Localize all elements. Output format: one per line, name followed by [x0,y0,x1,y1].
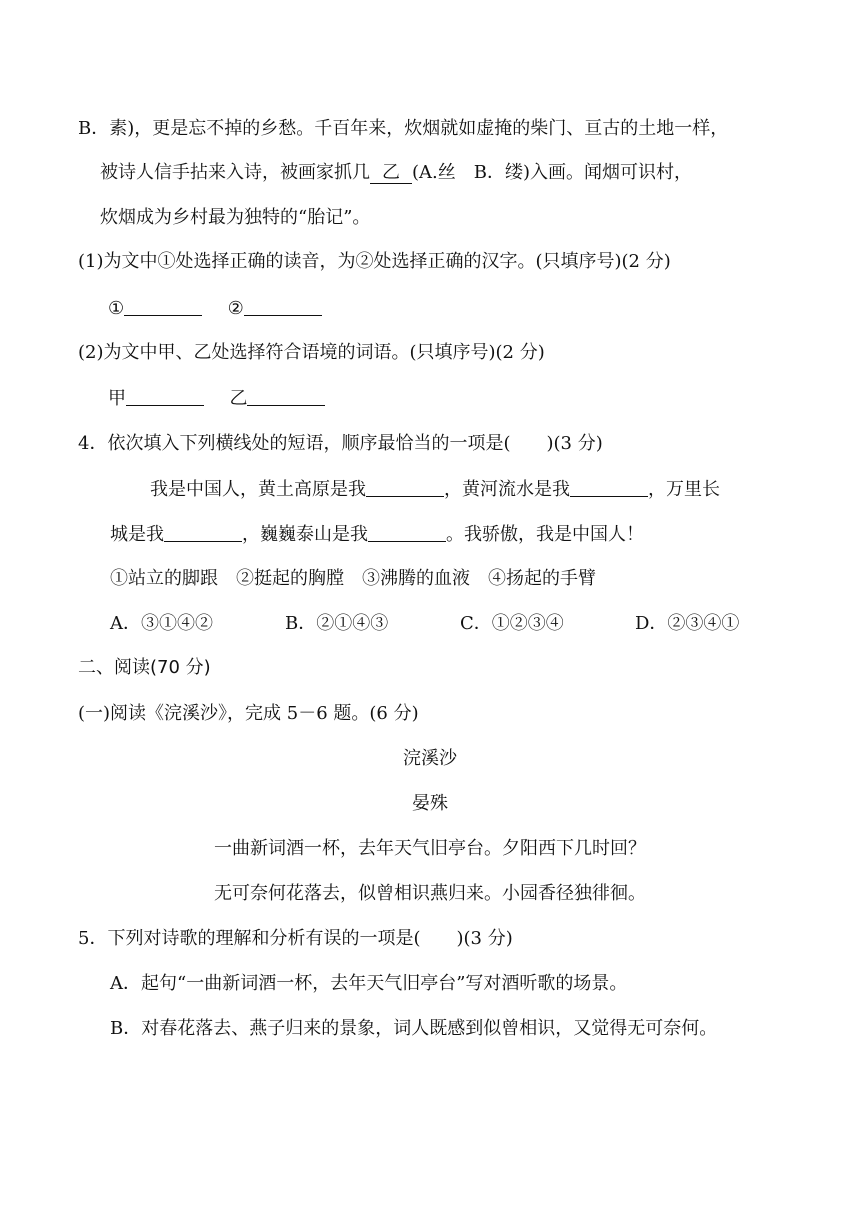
answer-blank-yi: 乙 [370,163,412,184]
question-4-option-d[interactable]: D．②③④① [635,613,740,634]
passage-line-2-after: (A.丝 B．缕)入画。闻烟可识村， [412,162,692,183]
answer-blank-jia[interactable] [126,387,204,406]
question-3-1-prompt: (1)为文中①处选择正确的读音，为②处选择正确的汉字。(只填序号)(2 分) [78,251,671,272]
question-4-option-a[interactable]: A．③①④② [110,613,213,634]
question-4-blank-4[interactable] [368,523,446,542]
poem-title: 浣溪沙 [403,748,457,769]
blank-label-jia: 甲 [108,388,126,409]
blank-label-2: ② [227,298,244,319]
poem-line-2: 无可奈何花落去，似曾相识燕归来。小园香径独徘徊。 [214,883,646,904]
blank-label-1: ① [108,298,125,319]
passage-line-1: B．素)，更是忘不掉的乡愁。千百年来，炊烟就如虚掩的柴门、亘古的土地一样， [78,118,729,139]
answer-blank-2[interactable] [244,297,322,316]
blank-label-yi: 乙 [229,388,248,409]
question-5-prompt: 5．下列对诗歌的理解和分析有误的一项是( )(3 分) [78,928,513,949]
passage-line-2 [100,162,692,184]
answer-blank-1[interactable] [124,297,202,316]
poem-line-1: 一曲新词酒一杯，去年天气旧亭台。夕阳西下几时回？ [214,838,646,859]
question-4-option-b[interactable]: B．②①④③ [285,613,389,634]
section-2-title: 二、阅读(70 分) [78,657,211,678]
passage-line-3: 炊烟成为乡村最为独特的“胎记”。 [100,207,371,228]
question-4-option-c[interactable]: C．①②③④ [460,613,564,634]
answer-blank-yi-2[interactable] [247,387,325,406]
question-4-blank-1[interactable] [366,478,444,497]
passage-line-2-before: 被诗人信手拈来入诗，被画家抓几 [100,162,370,183]
poem-author: 晏殊 [412,793,448,814]
question-4-text-b3: 。我骄傲，我是中国人！ [446,524,644,545]
section-2-subtitle: (一)阅读《浣溪沙》，完成 5－6 题。(6 分) [78,703,419,724]
question-4-blank-3[interactable] [164,523,242,542]
question-3-2-blanks [108,387,325,410]
question-5-option-a[interactable]: A．起句“一曲新词酒一杯，去年天气旧亭台”写对酒听歌的场景。 [110,973,628,994]
question-4-text-a3: ，万里长 [648,479,720,500]
question-4-text-b2: ，巍巍泰山是我 [242,524,368,545]
question-3-2-prompt: (2)为文中甲、乙处选择符合语境的词语。(只填序号)(2 分) [78,342,545,363]
question-4-text-line-2 [110,523,644,546]
question-4-blank-2[interactable] [570,478,648,497]
question-4-phrases: ①站立的脚跟 ②挺起的胸膛 ③沸腾的血液 ④扬起的手臂 [110,568,596,589]
question-4-text-b1: 城是我 [110,524,164,545]
question-5-option-b[interactable]: B．对春花落去、燕子归来的景象，词人既感到似曾相识，又觉得无可奈何。 [110,1018,718,1039]
question-4-text-a2: ，黄河流水是我 [444,479,570,500]
question-4-text-line-1 [150,478,720,501]
question-3-1-blanks [108,297,322,320]
question-4-prompt: 4．依次填入下列横线处的短语，顺序最恰当的一项是( )(3 分) [78,433,603,454]
question-4-text-a1: 我是中国人，黄土高原是我 [150,479,366,500]
